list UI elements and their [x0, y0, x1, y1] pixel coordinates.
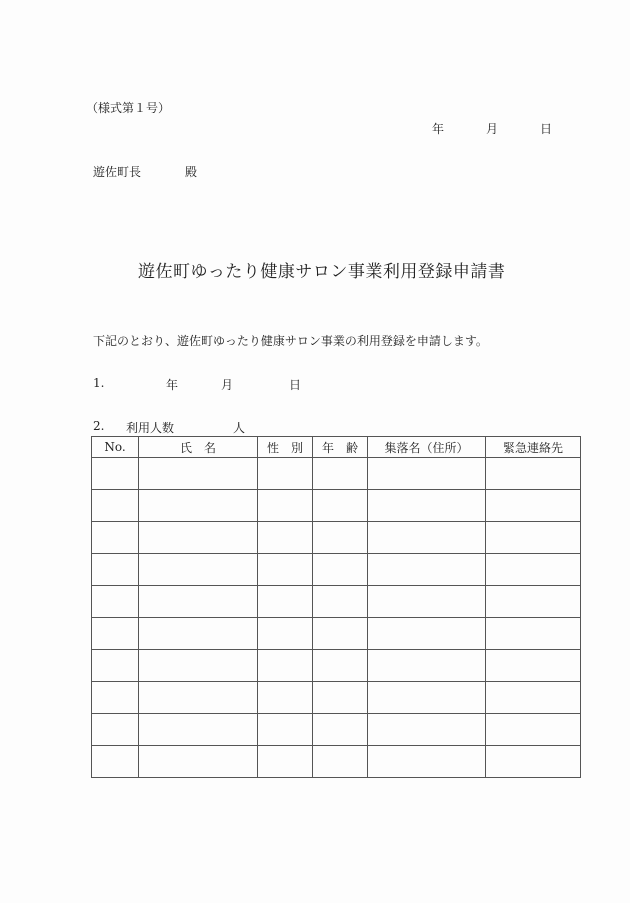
age-cell[interactable] [313, 554, 368, 586]
age-cell[interactable] [313, 458, 368, 490]
gender-cell[interactable] [258, 618, 313, 650]
table-row [92, 522, 581, 554]
no-cell[interactable] [92, 650, 139, 682]
name-cell[interactable] [139, 714, 258, 746]
address-cell[interactable] [368, 746, 486, 778]
gender-cell[interactable] [258, 458, 313, 490]
table-row [92, 554, 581, 586]
header-gender: 性 別 [258, 437, 313, 458]
emergency-contact-cell[interactable] [486, 746, 581, 778]
gender-cell[interactable] [258, 714, 313, 746]
emergency-contact-cell[interactable] [486, 586, 581, 618]
item1-month: 月 [221, 378, 234, 392]
gender-cell[interactable] [258, 650, 313, 682]
name-cell[interactable] [139, 522, 258, 554]
no-cell[interactable] [92, 618, 139, 650]
no-cell[interactable] [92, 490, 139, 522]
header-address: 集落名（住所） [368, 437, 486, 458]
item1-day: 日 [289, 378, 302, 392]
date-month-label: 月 [486, 122, 499, 136]
gender-cell[interactable] [258, 490, 313, 522]
table-header-row [92, 437, 581, 458]
table-row [92, 490, 581, 522]
no-cell[interactable] [92, 586, 139, 618]
item1-year: 年 [166, 378, 179, 392]
item2-text: 利用人数 [126, 421, 175, 435]
address-cell[interactable] [368, 714, 486, 746]
header-age: 年 齢 [313, 437, 368, 458]
age-cell[interactable] [313, 618, 368, 650]
emergency-contact-cell[interactable] [486, 490, 581, 522]
name-cell[interactable] [139, 554, 258, 586]
name-cell[interactable] [139, 458, 258, 490]
item1-label: 1. [93, 376, 105, 390]
no-cell[interactable] [92, 714, 139, 746]
gender-cell[interactable] [258, 586, 313, 618]
age-cell[interactable] [313, 490, 368, 522]
item2-unit: 人 [233, 421, 246, 435]
table-row [92, 618, 581, 650]
emergency-contact-cell[interactable] [486, 618, 581, 650]
item2-label: 2. [93, 419, 105, 433]
gender-cell[interactable] [258, 682, 313, 714]
age-cell[interactable] [313, 746, 368, 778]
date-year-label: 年 [432, 122, 445, 136]
form-number: （様式第１号） [86, 101, 171, 115]
registration-table [91, 436, 581, 778]
emergency-contact-cell[interactable] [486, 714, 581, 746]
no-cell[interactable] [92, 554, 139, 586]
address-cell[interactable] [368, 554, 486, 586]
age-cell[interactable] [313, 650, 368, 682]
name-cell[interactable] [139, 650, 258, 682]
table-row [92, 458, 581, 490]
address-cell[interactable] [368, 682, 486, 714]
emergency-contact-cell[interactable] [486, 554, 581, 586]
table-row [92, 650, 581, 682]
table-row [92, 746, 581, 778]
address-cell[interactable] [368, 458, 486, 490]
name-cell[interactable] [139, 746, 258, 778]
no-cell[interactable] [92, 458, 139, 490]
table-row [92, 714, 581, 746]
intro-text: 下記のとおり、遊佐町ゆったり健康サロン事業の利用登録を申請します。 [93, 334, 488, 348]
no-cell[interactable] [92, 682, 139, 714]
gender-cell[interactable] [258, 746, 313, 778]
emergency-contact-cell[interactable] [486, 522, 581, 554]
address-cell[interactable] [368, 490, 486, 522]
table-row [92, 586, 581, 618]
name-cell[interactable] [139, 586, 258, 618]
header-emergency-contact: 緊急連絡先 [486, 437, 581, 458]
emergency-contact-cell[interactable] [486, 458, 581, 490]
no-cell[interactable] [92, 746, 139, 778]
header-name: 氏 名 [139, 437, 258, 458]
age-cell[interactable] [313, 714, 368, 746]
name-cell[interactable] [139, 490, 258, 522]
gender-cell[interactable] [258, 522, 313, 554]
age-cell[interactable] [313, 586, 368, 618]
age-cell[interactable] [313, 522, 368, 554]
header-no: No. [92, 437, 139, 458]
document-title: 遊佐町ゆったり健康サロン事業利用登録申請書 [138, 262, 506, 282]
age-cell[interactable] [313, 682, 368, 714]
addressee-name: 遊佐町長 [93, 165, 142, 179]
name-cell[interactable] [139, 618, 258, 650]
emergency-contact-cell[interactable] [486, 682, 581, 714]
name-cell[interactable] [139, 682, 258, 714]
address-cell[interactable] [368, 522, 486, 554]
address-cell[interactable] [368, 618, 486, 650]
no-cell[interactable] [92, 522, 139, 554]
emergency-contact-cell[interactable] [486, 650, 581, 682]
addressee-honorific: 殿 [185, 165, 198, 179]
address-cell[interactable] [368, 650, 486, 682]
address-cell[interactable] [368, 586, 486, 618]
date-day-label: 日 [540, 122, 553, 136]
table-row [92, 682, 581, 714]
gender-cell[interactable] [258, 554, 313, 586]
